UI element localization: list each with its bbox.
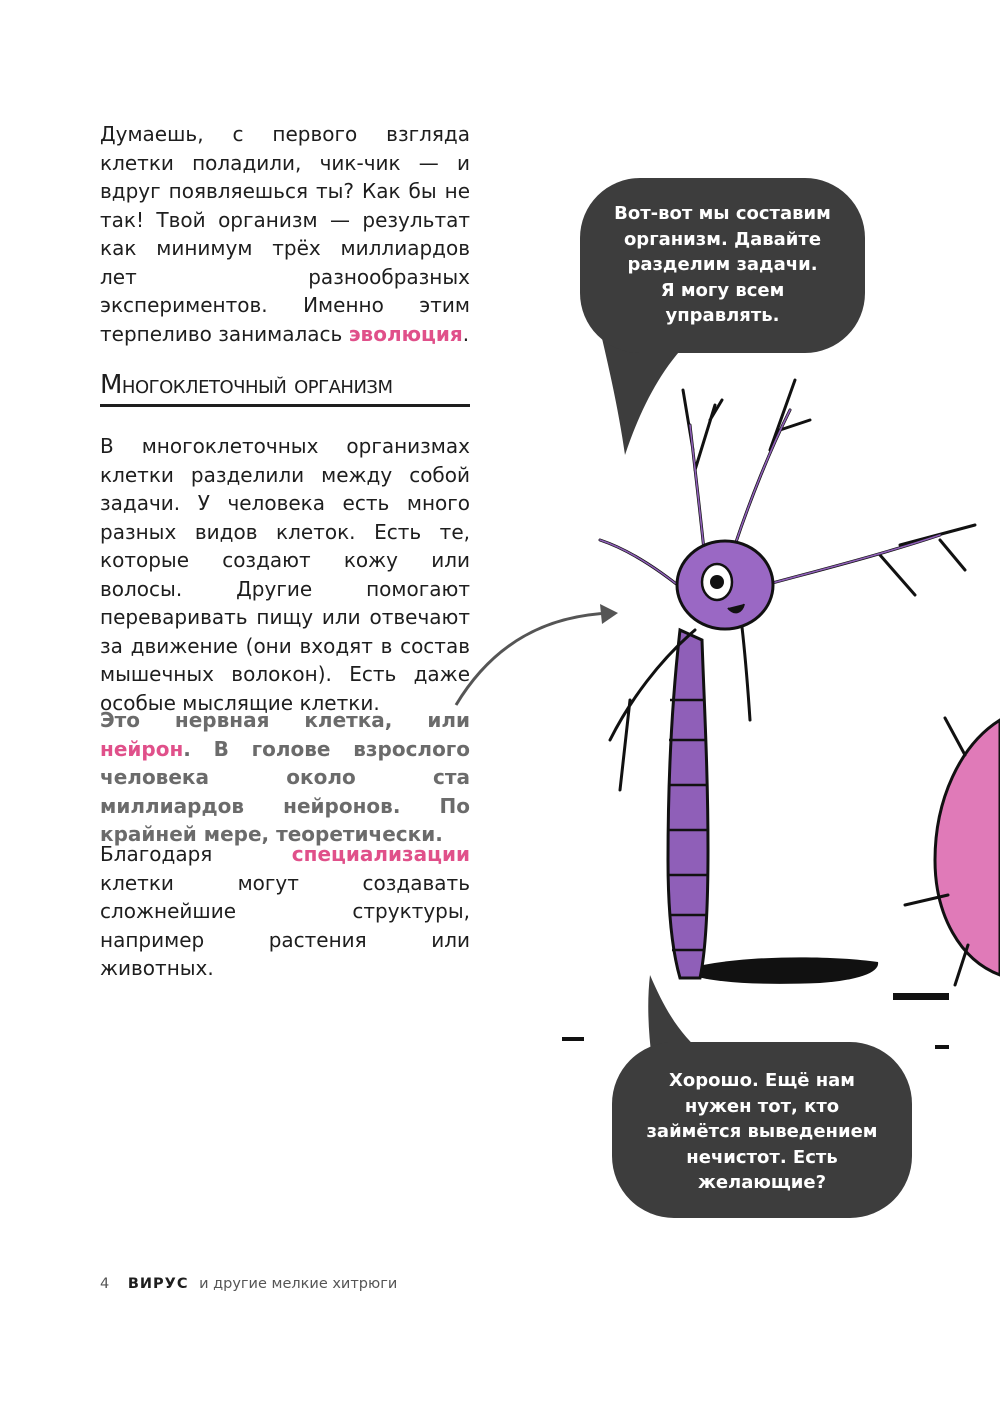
specialization-highlight: специализации [291, 842, 470, 866]
neuron-note-tail: . В голове взрослого человека около ста миллиардов нейронов. По крайней мере, теоретически. [100, 736, 470, 846]
neuron-highlight: нейрон [100, 736, 184, 761]
arrow [456, 613, 612, 705]
neuron [600, 380, 975, 978]
book-brand: ВИРУС [127, 1276, 189, 1292]
pink-cell [905, 718, 1000, 985]
section-title: Многоклеточный организм [100, 370, 470, 407]
arrow-head-icon [600, 604, 618, 624]
page-number: 4 [100, 1276, 110, 1292]
intro-tail: . [462, 321, 470, 346]
page-footer [100, 1276, 397, 1292]
specialization-tail: клетки могут создавать сложнейшие структуры, например растения или животных. [100, 870, 470, 980]
ground-shadow [690, 957, 878, 984]
book-subtitle: и другие мелкие хитрюги [199, 1276, 398, 1292]
speech-bubble-top: Вот-вот мы составим организм. Давайте разделим задачи. Я могу всем управлять. [580, 178, 865, 353]
pink-cell-body [935, 720, 1000, 975]
ground-dash-left [562, 1037, 584, 1041]
specialization-text: Благодаря [100, 842, 292, 866]
neuron-axon [668, 630, 708, 978]
multicell-paragraph: В многоклеточных организмах клетки разделили между собой задачи. У человека есть много разных видов клеток. Есть те, которые создают кожу или волосы. Другие помогают переваривать пищу или отвечают за движение (они входят в состав мышечных волокон). Есть даже особые мыслящие клетки. [100, 434, 470, 715]
dendrites [600, 380, 975, 790]
ground-dash [893, 993, 949, 1000]
intro-highlight-evolution: эволюция [348, 321, 463, 346]
speech-bubble-bottom: Хорошо. Ещё нам нужен тот, кто займётся выведением нечистот. Есть желающие? [612, 1042, 912, 1218]
neuron-note-text: Это нервная клетка, или [100, 708, 470, 732]
ground-dash-right [935, 1045, 949, 1049]
intro-text: Думаешь, с первого взгляда клетки поладили, чик-чик — и вдруг появляешься ты? Как бы не так! Твой организм — результат как минимум трёх миллиардов лет разнообразных экспериментов. Именно этим терпеливо занималась [100, 122, 470, 346]
